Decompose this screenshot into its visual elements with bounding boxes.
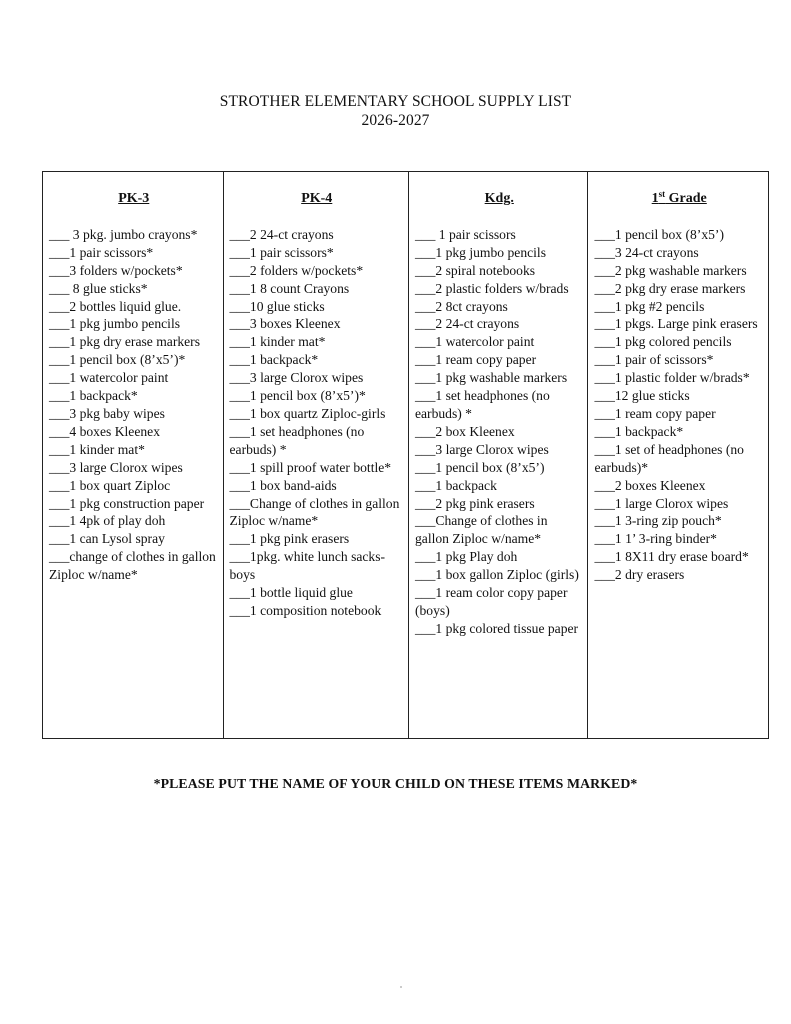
supply-item: ___1 pencil box (8’x5’)* (49, 352, 186, 368)
supply-item: ___1 backpack* (229, 352, 319, 368)
item-list-pk3 (49, 226, 219, 584)
supply-item: ___1 pencil box (8’x5’) (414, 459, 545, 475)
supply-item: ___2 24-ct crayons (229, 226, 334, 242)
supply-item: ___1 bottle liquid glue (229, 585, 353, 601)
supply-item: ___3 pkg baby wipes (49, 405, 165, 421)
supply-item: ___12 glue sticks (594, 388, 690, 404)
supply-item: ___10 glue sticks (229, 298, 325, 314)
scan-speck (400, 986, 402, 988)
heading-grade-word: Grade (665, 191, 707, 206)
supply-item: ___1 can Lysol spray (49, 531, 165, 547)
supply-item: ___ 1 pair scissors (414, 226, 516, 242)
supply-item: ___1 pair scissors* (49, 244, 154, 260)
supply-item: ___1 backpack* (49, 388, 138, 404)
supply-item: ___1 box band-aids (229, 477, 337, 493)
supply-item: ___ 3 pkg. jumbo crayons* (49, 226, 198, 242)
supply-item: ___change of clothes in gallon Ziploc w/name* (49, 549, 216, 583)
supply-item: ___1 box gallon Ziploc (girls) (414, 567, 579, 583)
supply-item: ___1 8X11 dry erase board* (594, 549, 749, 565)
supply-item: ___1 ream copy paper (414, 352, 537, 368)
supply-item: ___1pkg. white lunch sacks-boys (229, 549, 386, 583)
supply-item: ___Change of clothes in gallon Ziploc w/name* (414, 513, 548, 547)
supply-item: ___ 8 glue sticks* (49, 280, 148, 296)
supply-item: ___1 pkg colored pencils (594, 334, 732, 350)
supply-item: ___1 pencil box (8’x5’) (594, 226, 724, 242)
supply-item: ___2 pkg dry erase markers (594, 280, 746, 296)
supply-item: ___1 pkg Play doh (414, 549, 518, 565)
supply-item: ___3 large Clorox wipes (229, 370, 364, 386)
column-kdg (409, 172, 589, 738)
supply-item: ___1 4pk of play doh (49, 513, 166, 529)
supply-item: ___1 ream color copy paper (boys) (414, 585, 568, 618)
supply-item: ___1 3-ring zip pouch* (594, 513, 722, 529)
supply-item: ___2 folders w/pockets* (229, 262, 364, 278)
column-pk3 (43, 172, 224, 738)
column-heading-1st-grade (594, 190, 764, 208)
supply-item: ___1 1’ 3-ring binder* (594, 531, 717, 547)
supply-item: ___2 pkg washable markers (594, 262, 747, 278)
column-heading-pk4: PK-4 (301, 191, 333, 206)
supply-item: ___1 kinder mat* (229, 334, 326, 350)
supply-item: ___4 boxes Kleenex (49, 423, 160, 439)
supply-item: ___1 box quartz Ziploc-girls (229, 405, 386, 421)
supply-item: ___1 spill proof water bottle* (229, 459, 392, 475)
item-list-1st-grade (594, 226, 764, 584)
heading-number: 1 (651, 191, 659, 206)
name-reminder-note: *PLEASE PUT THE NAME OF YOUR CHILD ON THESE ITEMS MARKED* (153, 776, 638, 791)
item-list-pk4 (230, 226, 404, 620)
supply-item: ___3 folders w/pockets* (49, 262, 183, 278)
supply-item: ___1 watercolor paint (49, 370, 169, 386)
supply-item: ___2 spiral notebooks (414, 262, 536, 278)
supply-item: ___1 plastic folder w/brads* (594, 370, 750, 386)
column-heading-pk3: PK-3 (118, 191, 150, 206)
supply-item: ___1 large Clorox wipes (594, 495, 729, 511)
title-school-year: 2026-2027 (361, 112, 430, 129)
supply-item: ___2 pkg pink erasers (414, 495, 535, 511)
column-1st-grade (588, 172, 768, 738)
supply-item: ___1 watercolor paint (414, 334, 535, 350)
supply-item: ___1 pkg pink erasers (229, 531, 350, 547)
supply-item: ___1 ream copy paper (594, 405, 716, 421)
supply-item: ___1 pkg washable markers (414, 370, 568, 386)
supply-item: ___1 pkg #2 pencils (594, 298, 705, 314)
supply-item: ___3 large Clorox wipes (49, 459, 183, 475)
supply-item: ___3 large Clorox wipes (414, 441, 549, 457)
item-list-kdg (415, 226, 584, 638)
supply-item: ___1 backpack* (594, 423, 684, 439)
supply-item: ___2 bottles liquid glue. (49, 298, 182, 314)
supply-item: ___1 pkg colored tissue paper (414, 620, 579, 636)
column-heading-kdg: Kdg. (484, 191, 514, 206)
title-school-name: STROTHER ELEMENTARY SCHOOL SUPPLY LIST (219, 93, 572, 110)
supply-item: ___1 set of headphones (no earbuds)* (594, 441, 744, 475)
supply-item: ___2 boxes Kleenex (594, 477, 706, 493)
supply-item: ___1 kinder mat* (49, 441, 145, 457)
supply-item: ___1 set headphones (no earbuds) * (229, 423, 365, 457)
supply-item: ___1 set headphones (no earbuds) * (414, 388, 550, 421)
supply-item: ___Change of clothes in gallon Ziploc w/name* (229, 495, 400, 529)
supply-item: ___1 pair scissors* (229, 244, 334, 260)
supply-item: ___2 box Kleenex (414, 423, 515, 439)
supply-item: ___3 24-ct crayons (594, 244, 699, 260)
supply-table (42, 171, 769, 739)
heading-ordinal: st (658, 189, 666, 199)
supply-item: ___1 pkg jumbo pencils (414, 244, 547, 260)
supply-item: ___1 pkgs. Large pink erasers (594, 316, 758, 332)
supply-item: ___2 24-ct crayons (414, 316, 520, 332)
supply-item: ___1 composition notebook (229, 602, 382, 618)
supply-item: ___2 8ct crayons (414, 298, 508, 314)
supply-item: ___2 plastic folders w/brads (414, 280, 569, 296)
supply-item: ___1 pencil box (8’x5’)* (229, 388, 366, 404)
supply-item: ___1 backpack (414, 477, 497, 493)
supply-item: ___1 box quart Ziploc (49, 477, 171, 493)
supply-item: ___1 pkg construction paper (49, 495, 205, 511)
supply-item: ___1 pkg jumbo pencils (49, 316, 181, 332)
supply-item: ___1 pair of scissors* (594, 352, 714, 368)
document-title (0, 92, 791, 130)
supply-item: ___3 boxes Kleenex (229, 316, 341, 332)
column-pk4 (224, 172, 409, 738)
supply-item: ___2 dry erasers (594, 567, 685, 583)
supply-item: ___1 pkg dry erase markers (49, 334, 200, 350)
supply-item: ___1 8 count Crayons (229, 280, 350, 296)
